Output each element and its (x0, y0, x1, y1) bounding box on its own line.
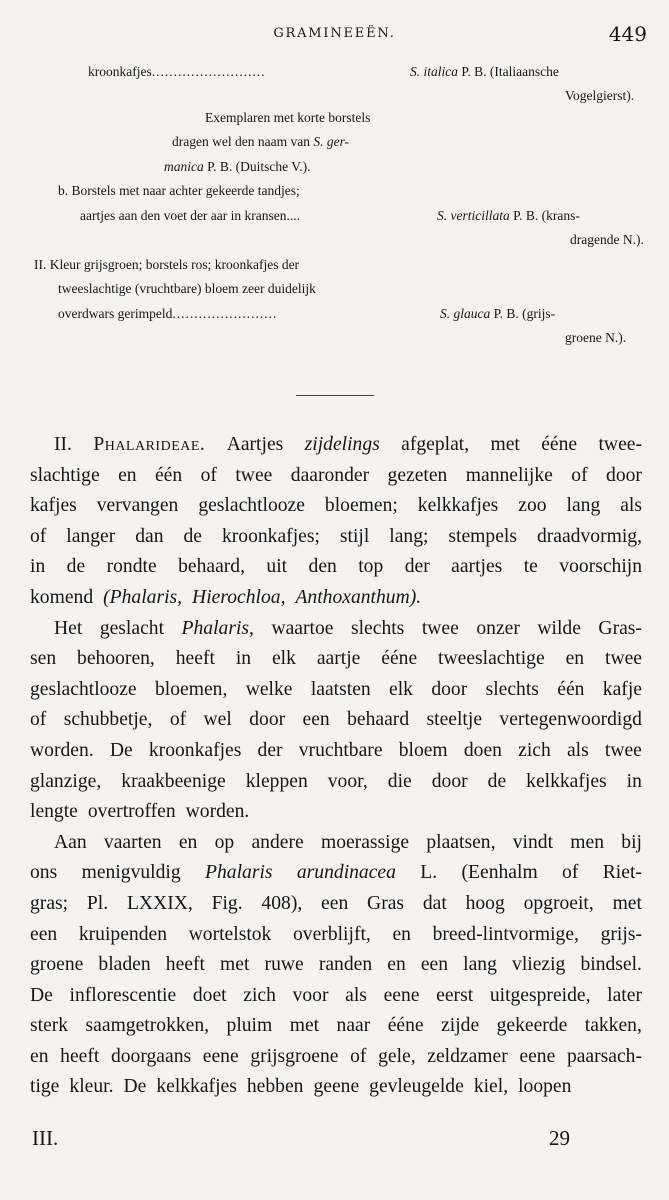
key-line: b. Borstels met naar achter gekeerde tandjes; (58, 183, 300, 198)
word: zijde (441, 1015, 480, 1037)
word: hebben (246, 1076, 304, 1098)
word: behaard, (178, 556, 245, 578)
text-line (30, 889, 642, 920)
word: kafje (602, 678, 642, 700)
word: door (606, 464, 642, 486)
key-line: overdwars gerimpeld........................ (58, 306, 278, 321)
word: uit (266, 556, 288, 578)
word: een (321, 892, 349, 914)
word: glanzige, (30, 770, 102, 792)
word: of (30, 709, 47, 731)
word: aartjes (451, 556, 503, 578)
word: wilde (537, 617, 581, 639)
key-line: kroonkafjes.......................... (88, 64, 266, 79)
word: Het (54, 617, 83, 639)
text-line (30, 920, 642, 951)
word: De (123, 1076, 147, 1098)
word: bloem (398, 739, 448, 761)
word: ons (30, 862, 58, 884)
word: inflorescentie (69, 984, 177, 1006)
word: doorgaans (110, 1045, 192, 1067)
word: kleppen (245, 770, 308, 792)
word: draadvormig, (536, 525, 642, 547)
word: men (570, 831, 605, 853)
word: grijs- (600, 923, 642, 945)
key-line: S. italica P. B. (Italiaansche (410, 64, 559, 79)
word: wel (203, 709, 232, 731)
word: II. (54, 434, 72, 455)
word: zich (518, 739, 551, 761)
word: heeft (60, 1045, 100, 1067)
word: behooren, (77, 648, 155, 670)
word: kelkkafjes (156, 1076, 237, 1098)
word: eene (202, 1045, 239, 1067)
word: L. (420, 862, 438, 884)
word: als (345, 984, 367, 1006)
word: zoo (518, 495, 547, 517)
word: geene (313, 1076, 360, 1098)
word: doen (463, 739, 502, 761)
word: langer (66, 525, 116, 547)
word: een (420, 954, 449, 976)
word: laatsten (310, 678, 371, 700)
page-header (0, 22, 669, 46)
word: de (183, 525, 202, 547)
word: heeft (165, 954, 205, 976)
key-line: Vogelgierst). (565, 88, 635, 103)
word: vruchtbare (298, 739, 383, 761)
word: doet (192, 984, 227, 1006)
word: rondte (106, 556, 157, 578)
word: in (626, 770, 642, 792)
word: De (109, 739, 133, 761)
word: elk (271, 648, 296, 670)
word: bindsel. (580, 954, 642, 976)
word: en (118, 464, 137, 486)
word: gezeten (387, 464, 448, 486)
word: kleur. (69, 1076, 114, 1098)
sheet-number: 29 (549, 1126, 570, 1150)
word: in (235, 648, 252, 670)
body-text (30, 430, 642, 1103)
word: een (30, 923, 58, 945)
word: kraakbeenige (121, 770, 226, 792)
word: stempels (448, 525, 517, 547)
word: Phalarideae. (93, 434, 206, 455)
word: of (30, 525, 47, 547)
text-line (30, 430, 642, 461)
word: steeltje (426, 709, 483, 731)
word: ruwe (264, 954, 304, 976)
word: slachtige (30, 464, 100, 486)
word: zeldzamer (427, 1045, 508, 1067)
word: sterk (30, 1015, 69, 1037)
key-line: Exemplaren met korte borstels (205, 110, 371, 125)
text-line (30, 705, 642, 736)
word: daaronder (290, 464, 370, 486)
word: als (566, 739, 589, 761)
word: welke (245, 678, 293, 700)
word: voor, (327, 770, 368, 792)
text-line (30, 552, 642, 583)
word: vindt (512, 831, 554, 853)
word: twee (421, 617, 459, 639)
word: kroonkafjes; (221, 525, 320, 547)
word: afgeplat, (401, 434, 470, 455)
text-line (30, 767, 642, 798)
text-line (30, 736, 642, 767)
word: hoog (465, 892, 505, 914)
word: stijl (339, 525, 370, 547)
word: gele, (378, 1045, 416, 1067)
running-title: GRAMINEEËN. (273, 26, 396, 41)
word: Aartjes (226, 434, 284, 455)
word: komend (30, 586, 94, 608)
text-line (30, 797, 642, 828)
word: door (431, 678, 468, 700)
word: andere (251, 831, 304, 853)
word: dan (135, 525, 164, 547)
word: vertegenwoordigd (499, 709, 642, 731)
word: de (487, 770, 507, 792)
word: met (220, 954, 250, 976)
word: op (214, 831, 235, 853)
word: lang; (389, 525, 429, 547)
text-line (30, 1011, 642, 1042)
word: Phalaris, (181, 617, 254, 639)
key-line: dragen wel den naam van S. ger- (172, 134, 350, 149)
word: (Phalaris, (103, 586, 183, 608)
word: menigvuldig (81, 862, 181, 884)
word: takken, (584, 1015, 642, 1037)
word: als (620, 495, 642, 517)
word: slechts (485, 678, 539, 700)
word: worden. (185, 801, 250, 823)
word: randen (318, 954, 373, 976)
word: vervangen (96, 495, 179, 517)
word: Anthoxanthum). (295, 586, 422, 608)
text-line (30, 583, 642, 614)
word: ééne (381, 648, 418, 670)
word: door (249, 709, 286, 731)
word: Fig. (211, 892, 243, 914)
word: den (308, 556, 337, 578)
word: LXXIX, (126, 892, 193, 914)
word: gras; (30, 892, 69, 914)
word: en (565, 648, 585, 670)
word: met (612, 892, 642, 914)
word: twee (604, 739, 642, 761)
word: later (607, 984, 642, 1006)
word: of (169, 709, 187, 731)
word: arundinacea (296, 862, 396, 884)
paragraph-phalaris-arundinacea (30, 828, 642, 1103)
word: De (30, 984, 53, 1006)
word: aartje (316, 648, 361, 670)
word: eene (383, 984, 420, 1006)
word: en (178, 831, 198, 853)
word: 408), (261, 892, 303, 914)
word: met (289, 1015, 320, 1037)
word: loopen (518, 1076, 572, 1098)
text-line (30, 1042, 642, 1073)
text-line (30, 461, 642, 492)
page-number: 449 (608, 22, 647, 46)
word: moerassige (320, 831, 410, 853)
word: overtroffen (87, 801, 176, 823)
signature-mark: III. (32, 1126, 59, 1150)
word: grijsgroene (250, 1045, 339, 1067)
word: groene (30, 954, 84, 976)
word: mannelijke (465, 464, 553, 486)
word: of (571, 464, 588, 486)
word: in (30, 556, 46, 578)
word: ééne (387, 1015, 424, 1037)
text-line (30, 858, 642, 889)
word: kelkkafjes (417, 495, 499, 517)
word: dat (422, 892, 447, 914)
word: lang (463, 954, 497, 976)
word: bij (621, 831, 642, 853)
word: de (66, 556, 86, 578)
word: een (302, 709, 330, 731)
text-line (30, 1072, 642, 1103)
word: gekeerde (496, 1015, 568, 1037)
word: en (387, 954, 406, 976)
word: plaatsen, (426, 831, 496, 853)
key-line: S. glauca P. B. (grijs- (440, 306, 556, 321)
word: en (30, 1045, 49, 1067)
word: schubbetje, (63, 709, 153, 731)
word: breed-lintvormige, (432, 923, 579, 945)
word: zijdelings (304, 434, 380, 455)
word: bloemen; (324, 495, 398, 517)
word: Phalaris (205, 862, 273, 884)
word: lengte (30, 801, 78, 823)
word: eerst (436, 984, 474, 1006)
key-line: aartjes aan den voet der aar in kransen.... (80, 208, 301, 223)
word: geslachtlooze (198, 495, 305, 517)
text-line (30, 644, 642, 675)
word: paarsach- (566, 1045, 642, 1067)
key-line: dragende N.). (570, 232, 644, 247)
word: twee (605, 648, 642, 670)
word: tweeslachtige (438, 648, 545, 670)
word: sen (30, 648, 57, 670)
word: der (257, 739, 283, 761)
word: lang (566, 495, 601, 517)
word: top (358, 556, 384, 578)
word: vaarten (103, 831, 162, 853)
word: opgroeit, (523, 892, 594, 914)
word: voor (292, 984, 329, 1006)
word: twee (235, 464, 273, 486)
word: pluim (226, 1015, 273, 1037)
word: saamgetrokken, (85, 1015, 210, 1037)
word: geslachtlooze (30, 678, 137, 700)
word: bladen (98, 954, 151, 976)
word: elk (389, 678, 413, 700)
word: die (387, 770, 412, 792)
word: (Eenhalm (461, 862, 538, 884)
word: kafjes (30, 495, 77, 517)
key-line: S. verticillata P. B. (krans- (437, 208, 580, 223)
word: door (431, 770, 468, 792)
word: zich (243, 984, 276, 1006)
text-line (30, 981, 642, 1012)
word: met (490, 434, 520, 455)
word: en (392, 923, 411, 945)
key-line: groene N.). (565, 330, 627, 345)
word: kruipenden (78, 923, 167, 945)
text-line (30, 950, 642, 981)
key-line: II. Kleur grijsgroen; borstels ros; kroonkafjes der (34, 257, 300, 272)
word: slechts (350, 617, 405, 639)
word: Aan (54, 831, 87, 853)
word: naar (336, 1015, 371, 1037)
text-line (30, 614, 642, 645)
word: Gras (367, 892, 405, 914)
paragraph-phalaris-genus (30, 614, 642, 828)
word: eene (519, 1045, 556, 1067)
word: kiel, (473, 1076, 509, 1098)
word: twee- (598, 434, 642, 455)
word: onzer (476, 617, 520, 639)
section-divider (296, 395, 374, 396)
word: uitgespreide, (489, 984, 591, 1006)
word: tige (30, 1076, 60, 1098)
word: kelkkafjes (526, 770, 607, 792)
word: ééne (541, 434, 578, 455)
word: of (350, 1045, 367, 1067)
paragraph-phalarideae (30, 430, 642, 614)
word: Gras- (598, 617, 642, 639)
word: kroonkafjes (148, 739, 242, 761)
word: waartoe (271, 617, 334, 639)
text-line (30, 675, 642, 706)
word: voorschijn (559, 556, 642, 578)
word: geslacht (99, 617, 165, 639)
word: Hierochloa, (192, 586, 286, 608)
word: behaard (347, 709, 410, 731)
page-footer (0, 1126, 669, 1156)
text-line (30, 828, 642, 859)
word: overblijft, (293, 923, 371, 945)
word: of (200, 464, 217, 486)
text-line (30, 522, 642, 553)
key-line: tweeslachtige (vruchtbare) bloem zeer duidelijk (58, 281, 316, 296)
word: één (154, 464, 183, 486)
word: worden. (30, 739, 94, 761)
word: te (523, 556, 538, 578)
word: vliezig (512, 954, 566, 976)
word: Pl. (86, 892, 109, 914)
key-line: manica P. B. (Duitsche V.). (164, 159, 311, 174)
word: wortelstok (188, 923, 272, 945)
word: heeft (175, 648, 215, 670)
word: Riet- (602, 862, 642, 884)
word: of (562, 862, 579, 884)
word: gevleugelde (369, 1076, 464, 1098)
word: bloemen, (154, 678, 228, 700)
word: der (404, 556, 430, 578)
word: één (557, 678, 585, 700)
text-line (30, 491, 642, 522)
